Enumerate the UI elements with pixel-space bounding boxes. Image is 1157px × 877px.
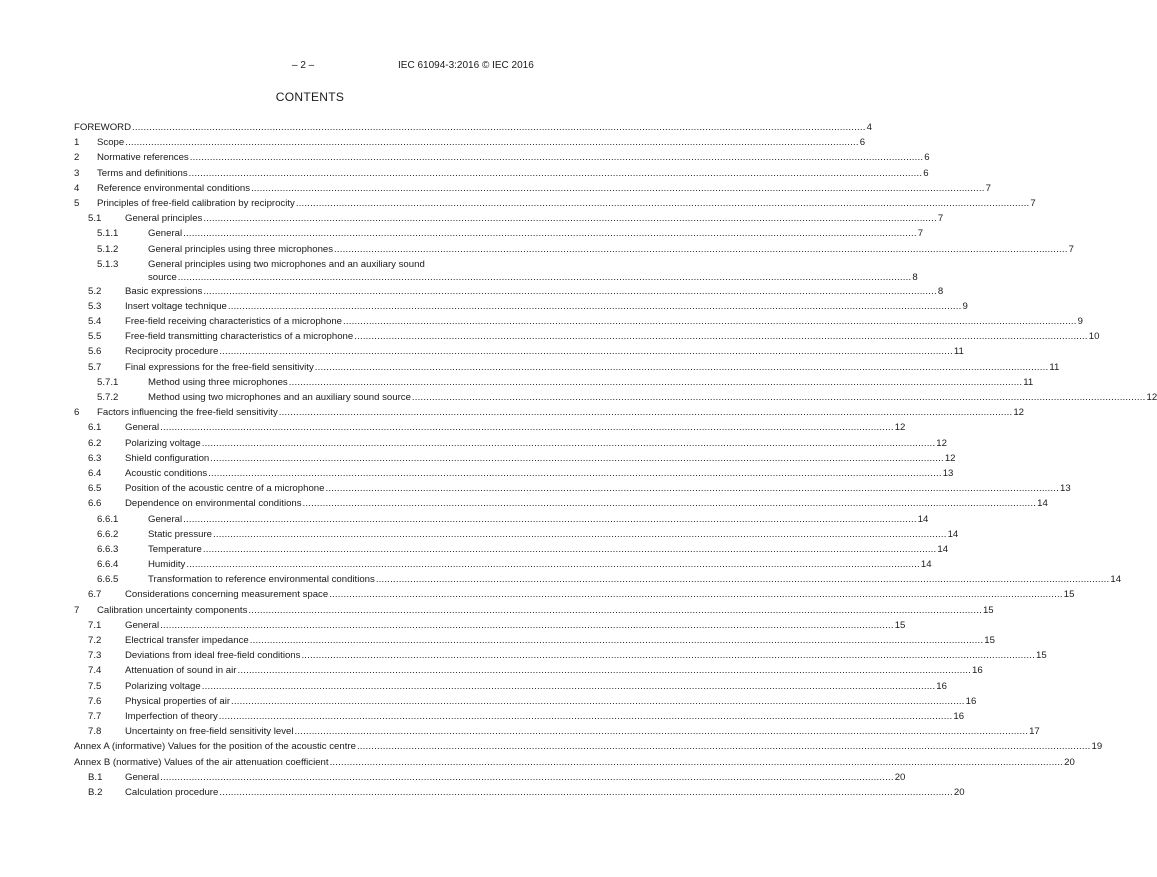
dot-leader [237, 663, 971, 678]
toc-entry[interactable] [74, 242, 1074, 257]
toc-entry[interactable] [74, 299, 968, 314]
toc-title: Normative references [97, 152, 189, 164]
toc-page-number: 14 [920, 559, 932, 571]
toc-entry[interactable] [74, 572, 1122, 587]
toc-page-number: 12 [894, 422, 906, 434]
toc-page-number: 14 [937, 543, 949, 555]
toc-number: 5 [74, 197, 80, 209]
dot-leader [296, 196, 1030, 211]
toc-number: B.2 [88, 786, 103, 798]
toc-title: Principles of free-field calibration by reciprocity [97, 197, 295, 209]
toc-title: FOREWORD [74, 122, 132, 133]
dot-leader [334, 242, 1068, 257]
dot-leader [189, 166, 923, 181]
toc-page-number: 7 [1030, 197, 1036, 209]
toc-title: Polarizing voltage [125, 680, 201, 692]
toc-entry[interactable] [74, 436, 947, 451]
toc-number: 6.6.2 [97, 528, 119, 540]
dot-leader [376, 572, 1110, 587]
toc-title: Factors influencing the free-field sensitivity [97, 407, 278, 419]
toc-entry[interactable] [74, 120, 872, 135]
toc-title: General [148, 228, 183, 240]
toc-number: 7 [74, 604, 80, 616]
toc-entry[interactable] [74, 390, 1157, 405]
toc-page-number: 16 [972, 665, 983, 677]
toc-page-number: 6 [859, 137, 866, 149]
toc-entry[interactable] [74, 694, 977, 709]
dot-leader [303, 496, 1037, 511]
toc-number: 5.1.3 [97, 258, 119, 270]
toc-title: Electrical transfer impedance [125, 635, 249, 646]
dot-leader [186, 557, 920, 572]
toc-title: Calibration uncertainty components [97, 604, 248, 616]
toc-title: Annex A (informative) Values for the position of the acoustic centre [74, 741, 356, 753]
page-number: – 2 – [292, 60, 315, 71]
toc-page-number: 15 [1063, 589, 1075, 601]
dot-leader [203, 284, 937, 299]
toc-entry[interactable] [74, 724, 1040, 739]
toc-entry[interactable] [74, 257, 918, 284]
toc-title: Attenuation of sound in air [125, 665, 237, 677]
toc-entry[interactable] [74, 314, 1083, 329]
toc-page-number: 11 [1049, 361, 1060, 373]
toc-entry[interactable] [74, 284, 944, 299]
toc-page-number: 16 [965, 695, 977, 707]
toc-page-number: 7 [1068, 243, 1074, 255]
toc-title: Annex B (normative) Values of the air attenuation coefficient [74, 756, 329, 768]
toc-title: Static pressure [148, 528, 212, 540]
dot-leader [330, 755, 1064, 770]
dot-leader [208, 466, 942, 481]
toc-page-number: 12 [1013, 407, 1024, 419]
toc-title: Uncertainty on free-field sensitivity level [125, 726, 294, 738]
toc-number: 7.1 [88, 619, 102, 631]
toc-entry[interactable] [74, 166, 929, 181]
toc-title: Final expressions for the free-field sensitivity [125, 361, 314, 373]
toc-page-number: 11 [953, 346, 964, 358]
toc-page-number: 11 [1023, 376, 1034, 388]
toc-title: Acoustic conditions [125, 467, 208, 479]
contents-title: CONTENTS [275, 90, 345, 104]
toc-title: Imperfection of theory [125, 710, 218, 722]
dot-leader [183, 226, 917, 241]
toc-page-number: 4 [866, 122, 872, 133]
toc-title: Terms and definitions [97, 167, 188, 179]
dot-leader [203, 211, 937, 226]
toc-page-number: 12 [1146, 392, 1157, 403]
toc-number: 2 [74, 152, 80, 164]
table-of-contents [74, 120, 1157, 800]
dot-leader [219, 785, 953, 800]
toc-page-number: 20 [1064, 756, 1075, 768]
toc-title: Method using three microphones [148, 376, 288, 388]
toc-entry[interactable] [74, 679, 947, 694]
toc-title: Basic expressions [125, 285, 203, 297]
toc-number: 7.7 [88, 710, 102, 722]
toc-title: Deviations from ideal free-field conditions [125, 650, 301, 662]
toc-number: 7.2 [88, 635, 102, 646]
toc-title: General principles using two microphones and an auxiliary sound [148, 258, 425, 270]
dot-leader [213, 527, 947, 542]
toc-number: 3 [74, 167, 80, 179]
toc-title: Temperature [148, 543, 202, 555]
toc-number: 6.6 [88, 498, 102, 510]
toc-title: Dependence on environmental conditions [125, 498, 302, 510]
toc-page-number: 8 [937, 285, 944, 297]
toc-page-number: 15 [1036, 650, 1047, 662]
toc-number: 6 [74, 407, 80, 419]
toc-page-number: 14 [917, 513, 929, 525]
dot-leader [203, 542, 937, 557]
toc-entry[interactable] [74, 420, 906, 435]
toc-number: 5.1.2 [97, 243, 119, 255]
toc-number: 5.3 [88, 300, 102, 312]
toc-title: General [125, 771, 160, 783]
toc-number: 7.3 [88, 650, 102, 662]
dot-leader [315, 360, 1049, 375]
dot-leader [301, 648, 1035, 663]
toc-page-number: 15 [982, 604, 994, 616]
toc-page-number: 14 [1037, 498, 1048, 510]
standard-reference: IEC 61094-3:2016 © IEC 2016 [398, 60, 534, 71]
toc-page-number: 10 [1088, 331, 1100, 343]
toc-title: Physical properties of air [125, 695, 231, 707]
toc-number: 5.4 [88, 316, 102, 328]
toc-page-number: 13 [942, 467, 954, 479]
toc-entry[interactable] [74, 405, 1024, 420]
toc-number: 7.8 [88, 726, 102, 738]
toc-entry[interactable] [74, 196, 1036, 211]
toc-number: 5.1.1 [97, 228, 119, 240]
dot-leader [248, 603, 982, 618]
dot-leader [202, 436, 936, 451]
toc-page-number: 17 [1029, 726, 1040, 738]
toc-entry[interactable] [74, 329, 1100, 344]
toc-title: Free-field receiving characteristics of a microphone [125, 316, 343, 328]
dot-leader [160, 618, 894, 633]
toc-number: 6.1 [88, 422, 102, 434]
dot-leader [132, 120, 866, 135]
toc-number: 6.6.3 [97, 543, 119, 555]
dot-leader [357, 739, 1091, 754]
toc-number: 6.4 [88, 467, 102, 479]
toc-title: General [125, 619, 160, 631]
toc-number: 6.7 [88, 589, 102, 601]
dot-leader [219, 344, 953, 359]
toc-page-number: 14 [1110, 574, 1122, 586]
toc-page-number: 6 [924, 152, 930, 164]
toc-number: B.1 [88, 771, 103, 783]
toc-number: 5.5 [88, 331, 102, 343]
toc-title: Humidity [148, 559, 186, 571]
dot-leader [210, 451, 944, 466]
toc-entry[interactable] [74, 226, 924, 241]
dot-leader [250, 633, 984, 648]
toc-title: Insert voltage technique [125, 300, 227, 312]
toc-title: General [125, 422, 160, 434]
toc-title: Calculation procedure [125, 786, 219, 798]
toc-number: 4 [74, 182, 80, 194]
toc-page-number: 20 [953, 786, 965, 798]
toc-entry[interactable] [74, 709, 965, 724]
toc-entry[interactable] [74, 633, 995, 648]
toc-number: 5.6 [88, 346, 102, 358]
dot-leader [325, 481, 1059, 496]
toc-page-number: 7 [917, 228, 924, 240]
dot-leader [202, 679, 936, 694]
toc-entry[interactable] [74, 770, 906, 785]
toc-page-number: 20 [894, 771, 906, 783]
toc-entry[interactable] [74, 618, 906, 633]
toc-page-number: 19 [1091, 741, 1103, 753]
toc-number: 7.6 [88, 695, 102, 707]
toc-title: Considerations concerning measurement space [125, 589, 329, 601]
toc-page-number: 16 [936, 680, 947, 692]
toc-page-number: 15 [984, 635, 995, 646]
toc-entry[interactable] [74, 648, 1047, 663]
toc-page-number: 9 [962, 300, 968, 312]
toc-entry[interactable] [74, 181, 991, 196]
toc-title: Reciprocity procedure [125, 346, 219, 358]
toc-number: 1 [74, 137, 80, 149]
toc-entry[interactable] [74, 150, 930, 165]
toc-number: 6.6.1 [97, 513, 119, 525]
dot-leader [295, 724, 1029, 739]
toc-title: Position of the acoustic centre of a microphone [125, 483, 325, 495]
toc-page-number: 8 [912, 271, 918, 283]
toc-entry[interactable] [74, 587, 1075, 602]
toc-entry[interactable] [74, 603, 994, 618]
toc-title: General [148, 513, 183, 525]
dot-leader [251, 181, 985, 196]
dot-leader [343, 314, 1077, 329]
toc-entry[interactable] [74, 663, 983, 678]
toc-title: Polarizing voltage [125, 437, 201, 449]
toc-title-continuation: source [148, 271, 177, 283]
toc-number: 5.2 [88, 285, 102, 297]
toc-page-number: 13 [1060, 483, 1071, 495]
toc-title: General principles [125, 213, 203, 225]
toc-title: Transformation to reference environmental conditions [148, 574, 375, 586]
toc-entry[interactable] [74, 527, 959, 542]
toc-page-number: 7 [985, 182, 991, 194]
toc-entry[interactable] [74, 211, 944, 226]
toc-entry[interactable] [74, 496, 1048, 511]
toc-entry[interactable] [74, 344, 964, 359]
toc-number: 7.5 [88, 680, 102, 692]
toc-entry[interactable] [74, 512, 929, 527]
toc-title: General principles using three microphones [148, 243, 334, 255]
toc-page-number: 12 [944, 452, 956, 464]
toc-number: 5.7 [88, 361, 102, 373]
toc-entry[interactable] [74, 135, 866, 150]
dot-leader [231, 694, 965, 709]
dot-leader [289, 375, 1023, 390]
toc-number: 6.2 [88, 437, 102, 449]
toc-number: 6.3 [88, 452, 102, 464]
toc-page-number: 7 [937, 213, 944, 225]
toc-title: Reference environmental conditions [97, 182, 251, 194]
dot-leader [160, 420, 894, 435]
dot-leader [160, 770, 894, 785]
dot-leader [329, 587, 1063, 602]
toc-page-number: 16 [953, 710, 965, 722]
toc-page-number: 9 [1077, 316, 1083, 328]
dot-leader [279, 405, 1013, 420]
dot-leader [228, 299, 962, 314]
toc-entry[interactable] [74, 785, 965, 800]
toc-number: 7.4 [88, 665, 102, 677]
toc-title: Shield configuration [125, 452, 210, 464]
toc-entry[interactable] [74, 466, 954, 481]
dot-leader [178, 271, 912, 284]
toc-entry[interactable] [74, 375, 1034, 390]
toc-title: Free-field transmitting characteristics of a microphone [125, 331, 354, 343]
toc-number: 6.6.5 [97, 574, 119, 586]
toc-entry[interactable] [74, 739, 1103, 754]
dot-leader [219, 709, 953, 724]
toc-page-number: 6 [923, 167, 929, 179]
toc-page-number: 15 [894, 619, 906, 631]
toc-page-number: 14 [947, 528, 959, 540]
toc-page-number: 12 [936, 437, 947, 449]
toc-number: 6.6.4 [97, 559, 119, 571]
toc-number: 6.5 [88, 483, 102, 495]
dot-leader [183, 512, 917, 527]
toc-entry[interactable] [74, 360, 1060, 375]
toc-entry[interactable] [74, 557, 932, 572]
toc-title: Method using two microphones and an auxiliary sound source [148, 392, 411, 403]
toc-title: Scope [97, 137, 125, 149]
toc-number: 5.7.1 [97, 376, 119, 388]
dot-leader [190, 150, 924, 165]
toc-number: 5.1 [88, 213, 102, 225]
toc-entry[interactable] [74, 451, 956, 466]
toc-entry[interactable] [74, 481, 1071, 496]
dot-leader [412, 390, 1146, 405]
toc-entry[interactable] [74, 542, 949, 557]
dot-leader [125, 135, 859, 150]
dot-leader [354, 329, 1088, 344]
toc-number: 5.7.2 [97, 392, 119, 403]
toc-entry[interactable] [74, 755, 1075, 770]
